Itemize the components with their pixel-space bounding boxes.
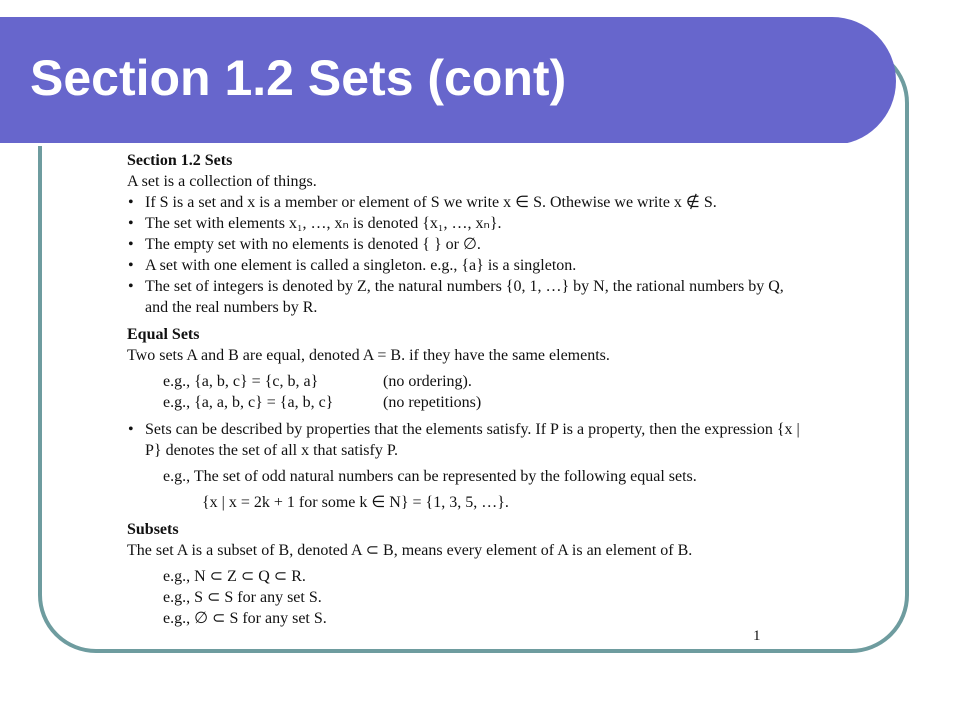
slide-title: Section 1.2 Sets (cont)	[30, 50, 567, 106]
subset-example: e.g., ∅ ⊂ S for any set S.	[163, 610, 327, 627]
subset-example: e.g., N ⊂ Z ⊂ Q ⊂ R.	[163, 568, 306, 585]
list-item: • The set of integers is denoted by Z, the natural numbers {0, 1, …} by N, the rational numbers by Q, and the real numbers by R.	[127, 276, 807, 318]
example-expression: e.g., {a, b, c} = {c, b, a}	[163, 373, 319, 390]
title-banner	[0, 17, 896, 145]
subset-definition: The set A is a subset of B, denoted A ⊂ B, means every element of A is an element of B.	[127, 542, 693, 559]
equal-example-row	[127, 392, 807, 413]
property-set: {x | x = 2k + 1 for some k ∈ N} = {1, 3, 5, …}.	[202, 494, 509, 511]
example-note: (no ordering).	[383, 373, 472, 390]
subsets-heading: Subsets	[127, 521, 179, 538]
equal-definition: Two sets A and B are equal, denoted A = B. if they have the same elements.	[127, 347, 610, 364]
title-underline	[0, 143, 848, 146]
intro-text: A set is a collection of things.	[127, 173, 317, 190]
section-heading: Section 1.2 Sets	[127, 152, 233, 169]
equal-example-row	[127, 371, 807, 392]
example-expression: e.g., {a, a, b, c} = {a, b, c}	[163, 394, 334, 411]
property-example: e.g., The set of odd natural numbers can be represented by the following equal sets.	[163, 468, 697, 485]
subset-example: e.g., S ⊂ S for any set S.	[163, 589, 322, 606]
list-item: • Sets can be described by properties that the elements satisfy. If P is a property, then the expression {x | P} denotes the set of all x that satisfy P.	[127, 419, 807, 461]
property-list	[127, 419, 807, 461]
list-item: • If S is a set and x is a member or element of S we write x ∈ S. Othewise we write x ∉ S.	[127, 192, 807, 213]
slide-content	[127, 150, 807, 629]
definition-list	[127, 192, 807, 318]
equal-sets-heading: Equal Sets	[127, 326, 200, 343]
example-note: (no repetitions)	[383, 394, 482, 411]
list-item: • A set with one element is called a singleton. e.g., {a} is a singleton.	[127, 255, 807, 276]
list-item: • The set with elements x₁, …, xₙ is denoted {x₁, …, xₙ}.	[127, 213, 807, 234]
page-number: 1	[753, 628, 761, 644]
list-item: • The empty set with no elements is denoted { } or ∅.	[127, 234, 807, 255]
